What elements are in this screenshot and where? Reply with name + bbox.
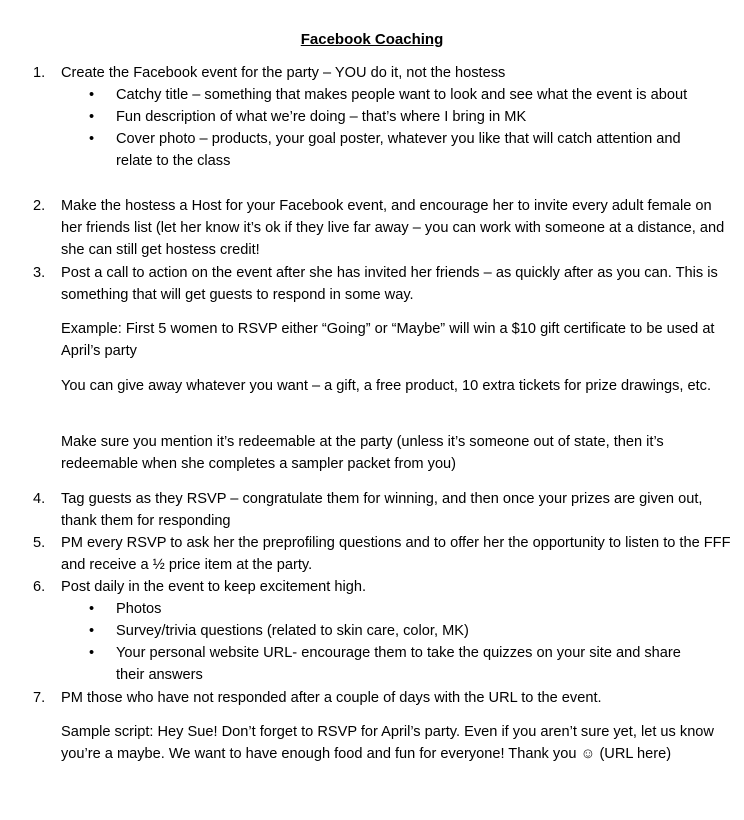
item-number: 4.	[33, 491, 46, 507]
bullet-icon: •	[89, 645, 95, 662]
item-text: PM every RSVP to ask her the preprofiling questions and to offer her the opportunity to listen to the FFF and receive a ½ price item at the party.	[61, 535, 731, 574]
bullet-icon: •	[89, 87, 95, 104]
paragraph: Make sure you mention it’s redeemable at the party (unless it’s someone out of state, then it’s redeemable when she completes a sampler packet from you)	[61, 434, 664, 473]
bullet-text: Fun description of what we’re doing – that’s where I bring in MK	[116, 109, 527, 126]
item-text: Create the Facebook event for the party – YOU do it, not the hostess	[61, 65, 506, 81]
item-text: Post a call to action on the event after she has invited her friends – as quickly after as you can. This is something that will get guests to respond in some way.	[61, 265, 718, 304]
bullet-text: Catchy title – something that makes people want to look and see what the event is about	[116, 87, 688, 104]
bullet-item	[89, 620, 706, 642]
list-item-1	[33, 62, 731, 172]
item-text: Tag guests as they RSVP – congratulate them for winning, and then once your prizes are given out, thank them for responding	[61, 491, 703, 530]
item-text: Post daily in the event to keep excitement high.	[61, 579, 367, 595]
paragraph: You can give away whatever you want – a gift, a free product, 10 extra tickets for prize drawings, etc.	[61, 378, 712, 394]
item-number: 7.	[33, 690, 46, 706]
list-item-2	[33, 195, 731, 261]
bullet-icon: •	[89, 623, 95, 640]
document-title: Facebook Coaching	[300, 31, 444, 48]
bullet-icon: •	[89, 601, 95, 618]
bullet-text: Survey/trivia questions (related to skin care, color, MK)	[116, 623, 469, 640]
list-item-6	[33, 576, 731, 686]
bullet-item	[89, 598, 706, 620]
bullet-text: Cover photo – products, your goal poster, whatever you like that will catch attention and relate to the class	[116, 131, 681, 170]
bullet-text: Photos	[116, 601, 162, 618]
paragraph: Sample script: Hey Sue! Don’t forget to RSVP for April’s party. Even if you aren’t sure yet, let us know you’re a maybe. We want to have enough food and fun for everyone! Thank you ☺ (URL here)	[61, 724, 714, 763]
bullet-item	[89, 106, 706, 128]
bullet-item	[89, 84, 706, 106]
item-text: Make the hostess a Host for your Facebook event, and encourage her to invite every adult female on her friends list (let her know it’s ok if they live far away – you can work with someone at a distance, and she can still get hostess credit!	[61, 198, 725, 259]
list-item-7	[33, 687, 731, 709]
list-item-5	[33, 532, 731, 576]
bullet-item	[89, 642, 706, 686]
bullet-icon: •	[89, 131, 95, 148]
paragraph: Example: First 5 women to RSVP either “Going” or “Maybe” will win a $10 gift certificate to be used at April’s party	[61, 321, 715, 360]
item-text: PM those who have not responded after a couple of days with the URL to the event.	[61, 690, 602, 706]
item-number: 2.	[33, 198, 46, 214]
item-number: 3.	[33, 265, 46, 281]
bullet-icon: •	[89, 109, 95, 126]
item-number: 5.	[33, 535, 46, 551]
list-item-3	[33, 262, 731, 306]
bullet-item	[89, 128, 706, 172]
item-number: 1.	[33, 65, 46, 81]
bullet-text: Your personal website URL- encourage them to take the quizzes on your site and share their answers	[116, 645, 681, 684]
item-number: 6.	[33, 579, 46, 595]
list-item-4	[33, 488, 731, 532]
